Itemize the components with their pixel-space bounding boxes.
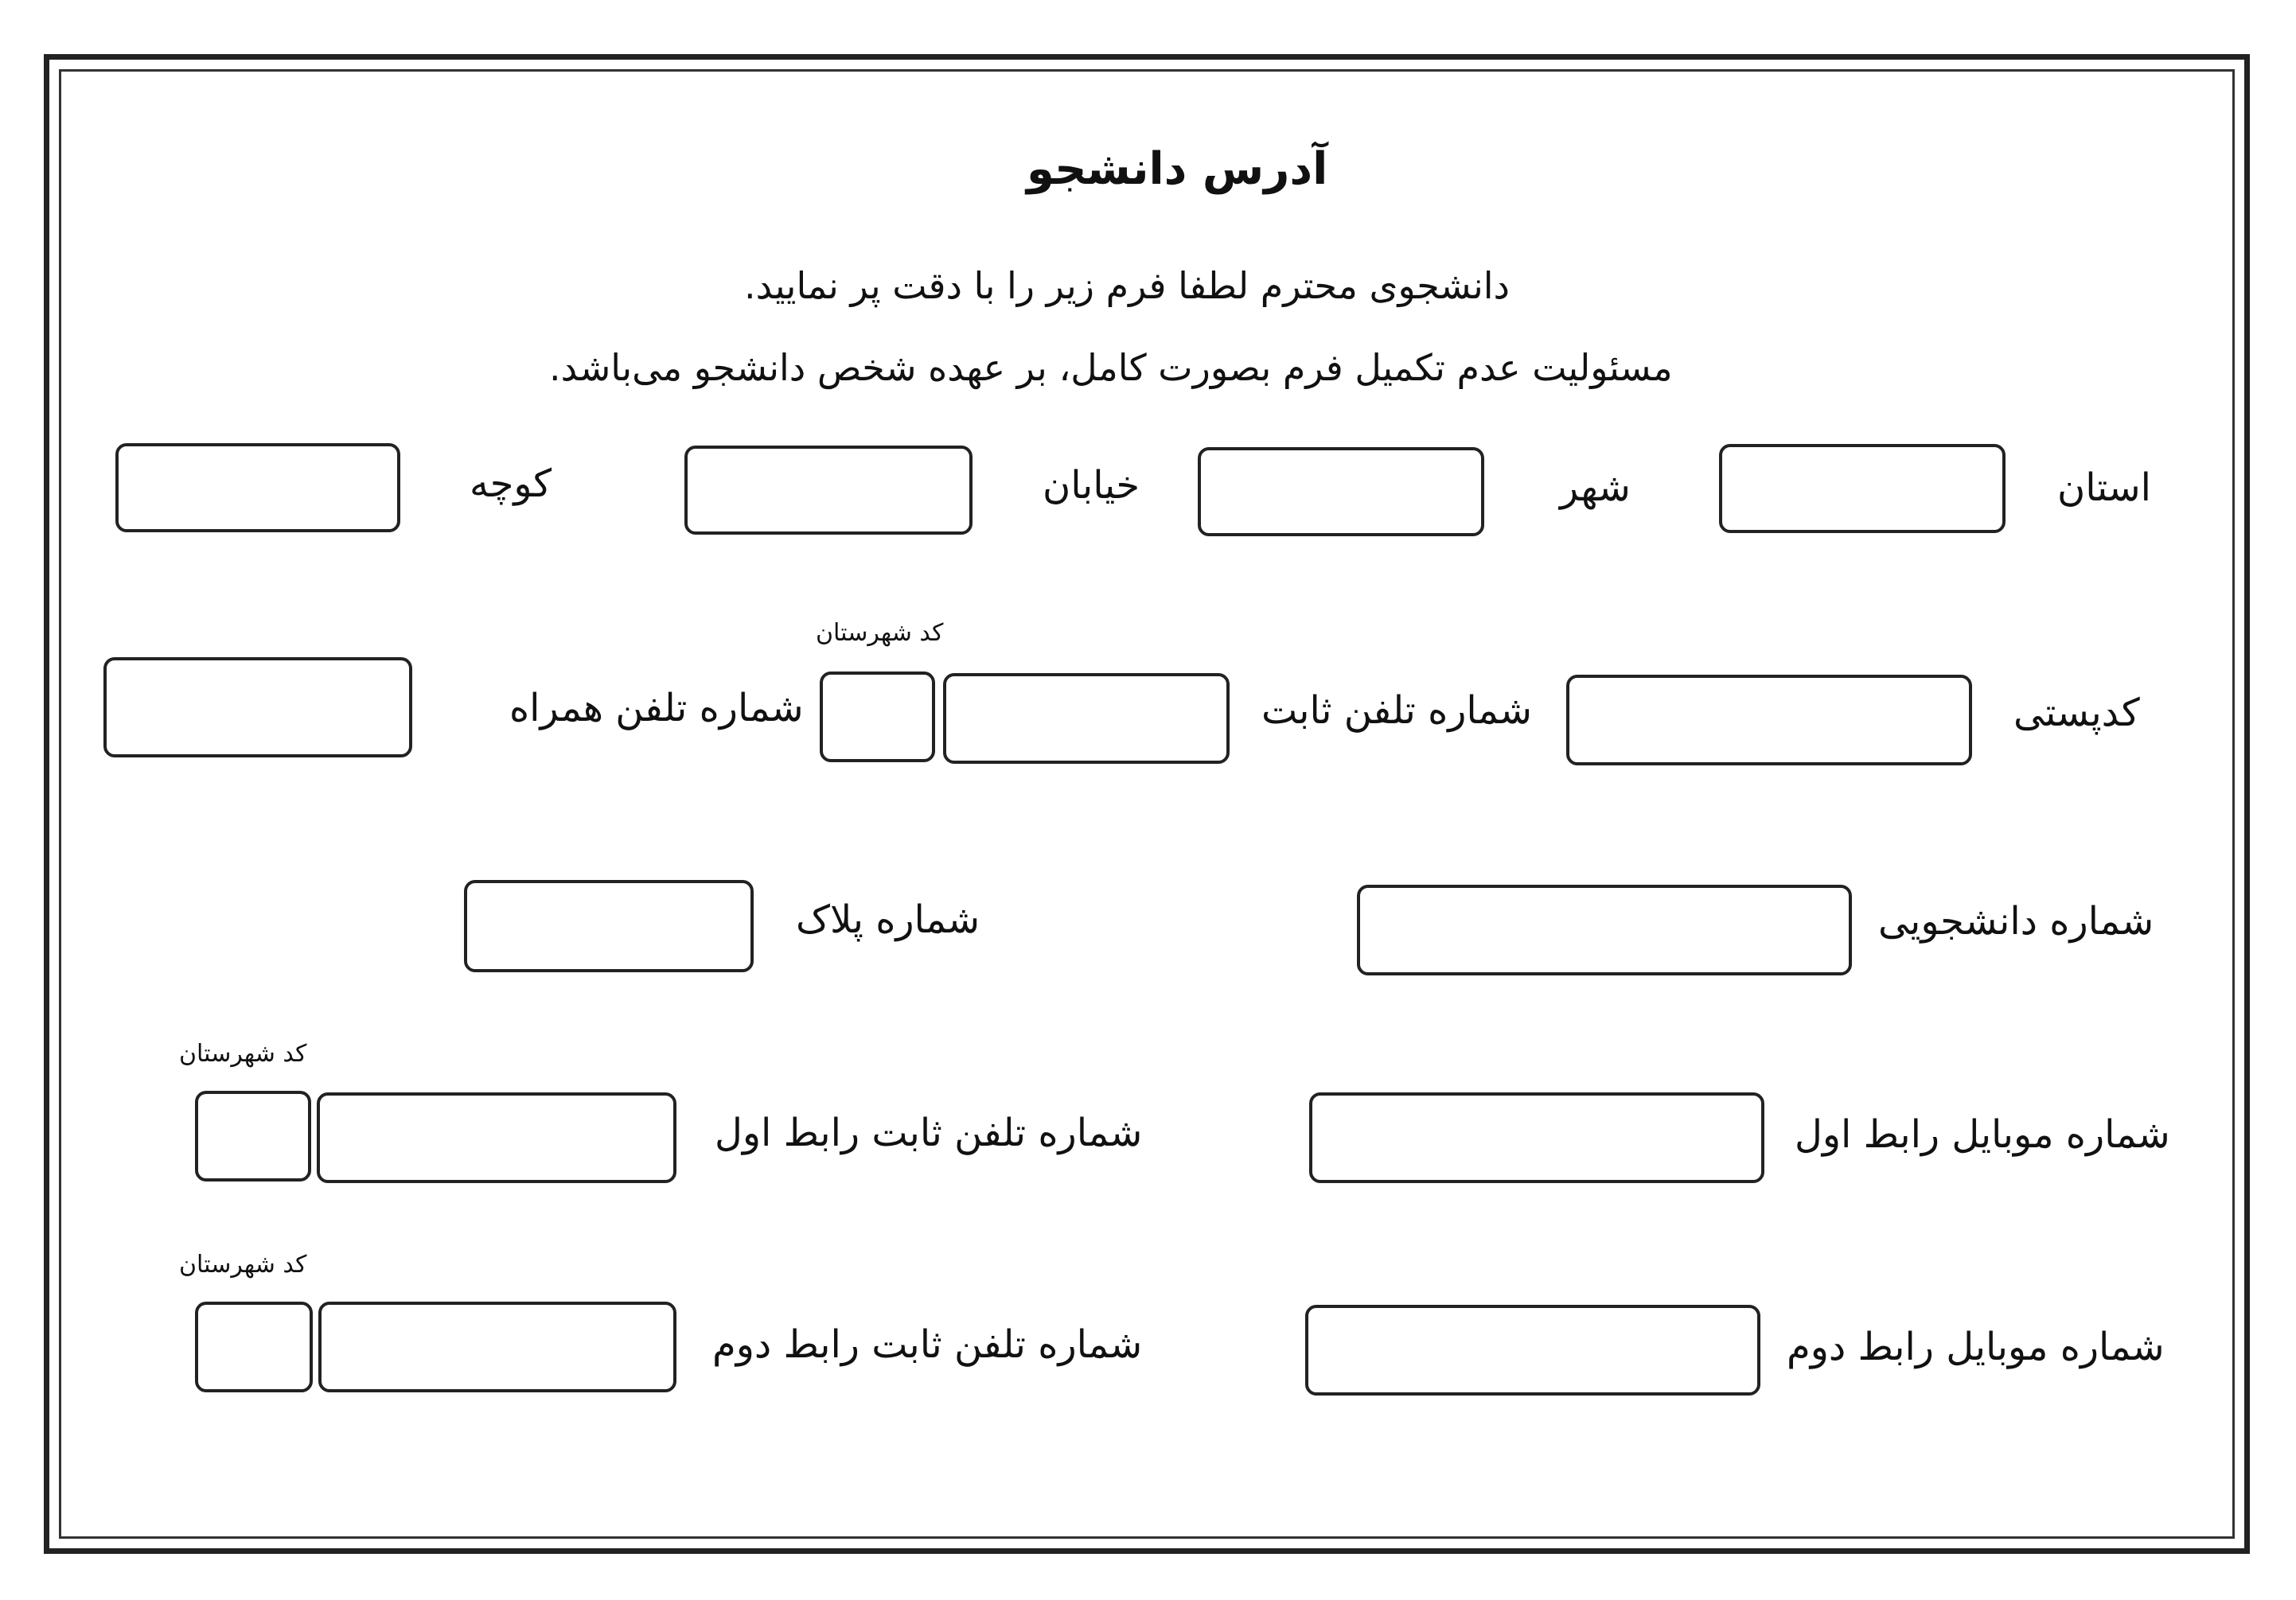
landline-field[interactable]	[943, 673, 1230, 764]
plate-number-label: شماره پلاک	[796, 897, 980, 942]
area-code-label-1: کد شهرستان	[816, 619, 944, 647]
alley-label: کوچه	[470, 461, 552, 506]
contact1-landline-label: شماره تلفن ثابت رابط اول	[715, 1111, 1143, 1155]
province-field[interactable]	[1719, 444, 2006, 533]
city-label: شهر	[1560, 465, 1631, 510]
mobile-field[interactable]	[103, 657, 412, 757]
street-field[interactable]	[684, 446, 973, 535]
landline-area-code-field[interactable]	[820, 672, 935, 762]
contact2-landline-label: شماره تلفن ثابت رابط دوم	[712, 1322, 1143, 1367]
plate-number-field[interactable]	[464, 880, 754, 972]
mobile-label: شماره تلفن همراه	[509, 686, 804, 730]
area-code-label-2: کد شهرستان	[179, 1040, 307, 1068]
contact2-landline-field[interactable]	[318, 1302, 676, 1392]
form-title: آدرس دانشجو	[1027, 143, 1328, 195]
postal-code-label: کدپستی	[2013, 691, 2140, 735]
student-number-field[interactable]	[1357, 885, 1852, 975]
area-code-label-3: کد شهرستان	[179, 1251, 307, 1279]
instruction-line-2: مسئولیت عدم تکمیل فرم بصورت کامل، بر عهده شخص دانشجو می‌باشد.	[549, 346, 1673, 389]
landline-label: شماره تلفن ثابت	[1261, 688, 1532, 733]
contact2-mobile-field[interactable]	[1305, 1305, 1760, 1396]
contact1-area-code-field[interactable]	[195, 1091, 311, 1182]
city-field[interactable]	[1198, 447, 1484, 536]
contact1-landline-field[interactable]	[317, 1092, 676, 1183]
province-label: استان	[2057, 465, 2151, 510]
contact1-mobile-field[interactable]	[1309, 1092, 1764, 1183]
instruction-line-1: دانشجوی محترم لطفا فرم زیر را با دقت پر نمایید.	[744, 264, 1511, 307]
contact2-mobile-label: شماره موبایل رابط دوم	[1787, 1325, 2165, 1369]
postal-code-field[interactable]	[1566, 675, 1972, 765]
student-number-label: شماره دانشجویی	[1878, 899, 2154, 944]
contact1-mobile-label: شماره موبایل رابط اول	[1795, 1112, 2170, 1157]
contact2-area-code-field[interactable]	[195, 1302, 313, 1392]
alley-field[interactable]	[115, 443, 400, 532]
street-label: خیابان	[1043, 463, 1140, 508]
